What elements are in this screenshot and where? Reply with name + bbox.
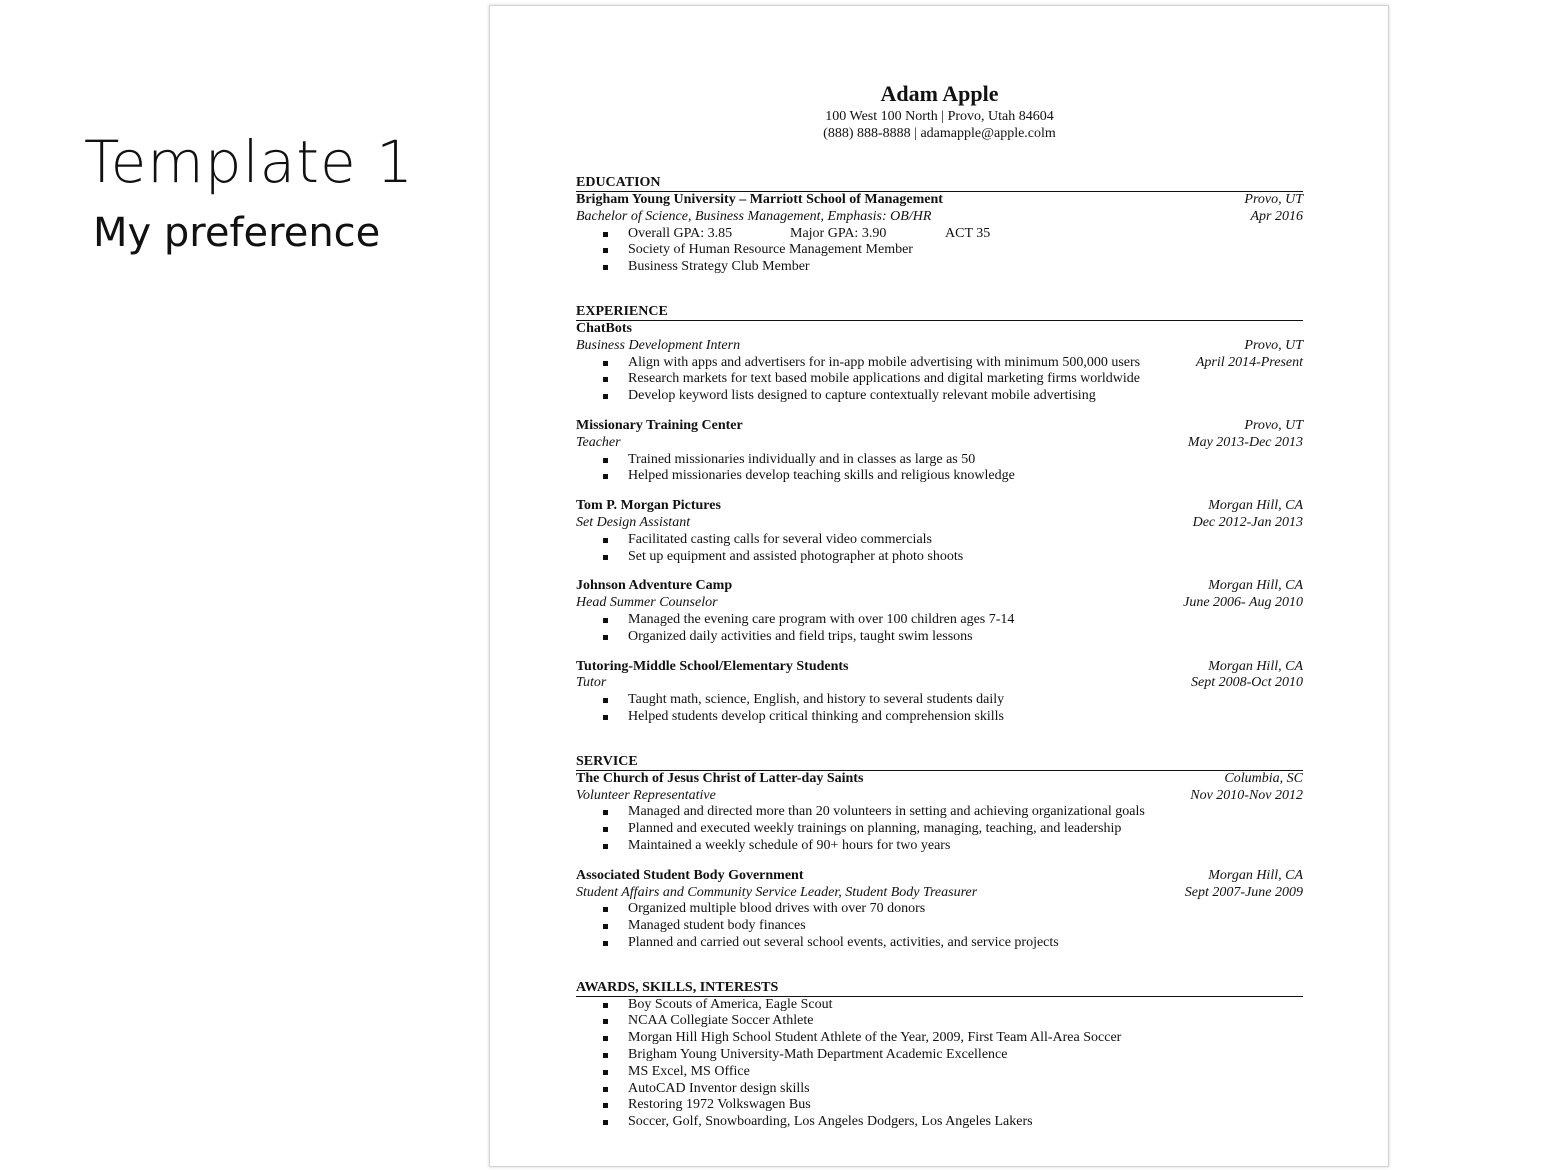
list-item: Society of Human Resource Management Member bbox=[576, 242, 1303, 259]
job-dates: April 2014-Present bbox=[1195, 354, 1303, 370]
resume-name: Adam Apple bbox=[880, 81, 999, 106]
org-name: Tutoring-Middle School/Elementary Students bbox=[576, 658, 849, 674]
list-item: Business Strategy Club Member bbox=[576, 259, 1303, 276]
job-dates: May 2013-Dec 2013 bbox=[1187, 434, 1303, 450]
job-entry bbox=[576, 418, 1303, 485]
job-dates: Dec 2012-Jan 2013 bbox=[1192, 514, 1303, 530]
list-item: Helped students develop critical thinking and comprehension skills bbox=[576, 709, 1303, 726]
job-bullets bbox=[576, 452, 1303, 486]
service-role: Student Affairs and Community Service Leader, Student Body Treasurer bbox=[576, 884, 978, 900]
section-heading: SERVICE bbox=[576, 754, 1303, 771]
job-role: Business Development Intern bbox=[576, 337, 741, 353]
section-heading: EXPERIENCE bbox=[576, 304, 1303, 321]
job-entry bbox=[576, 659, 1303, 726]
list-item: MS Excel, MS Office bbox=[576, 1064, 1303, 1081]
act-score: ACT 35 bbox=[945, 225, 991, 241]
list-item: Morgan Hill High School Student Athlete of the Year, 2009, First Team All-Area Soccer bbox=[576, 1030, 1303, 1047]
job-bullets bbox=[576, 692, 1303, 726]
list-item: Taught math, science, English, and history to several students daily bbox=[576, 692, 1303, 709]
service-location: Columbia, SC bbox=[1224, 770, 1303, 786]
education-section bbox=[576, 175, 1303, 276]
list-item: Planned and executed weekly trainings on planning, managing, teaching, and leadership bbox=[576, 821, 1303, 838]
job-role: Tutor bbox=[576, 675, 607, 691]
job-location: Provo, UT bbox=[1244, 337, 1303, 353]
job-dates: June 2006- Aug 2010 bbox=[1183, 595, 1303, 611]
job-role: Teacher bbox=[576, 434, 621, 450]
resume-body bbox=[576, 80, 1303, 1131]
list-item: AutoCAD Inventor design skills bbox=[576, 1081, 1303, 1098]
org-name: Associated Student Body Government bbox=[576, 867, 804, 883]
list-item: NCAA Collegiate Soccer Athlete bbox=[576, 1013, 1303, 1030]
service-bullets bbox=[576, 804, 1303, 854]
awards-list bbox=[576, 997, 1303, 1131]
job-location: Morgan Hill, CA bbox=[1208, 498, 1303, 514]
major-gpa: Major GPA: 3.90 bbox=[790, 225, 887, 241]
degree: Bachelor of Science, Business Management, Emphasis: OB/HR bbox=[576, 208, 932, 224]
job-bullets bbox=[576, 532, 1303, 566]
job-location: Morgan Hill, CA bbox=[1208, 658, 1303, 674]
job-bullets bbox=[576, 612, 1303, 646]
resume-contact: (888) 888-8888 | adamapple@apple.colm bbox=[823, 126, 1056, 141]
list-item: Brigham Young University-Math Department Academic Excellence bbox=[576, 1047, 1303, 1064]
job-entry bbox=[576, 498, 1303, 565]
list-item: Soccer, Golf, Snowboarding, Los Angeles Dodgers, Los Angeles Lakers bbox=[576, 1114, 1303, 1131]
section-heading: AWARDS, SKILLS, INTERESTS bbox=[576, 980, 1303, 997]
service-dates: Sept 2007-June 2009 bbox=[1184, 884, 1303, 900]
job-location: Provo, UT bbox=[1244, 417, 1303, 433]
list-item: Planned and carried out several school events, activities, and service projects bbox=[576, 935, 1303, 952]
slide-title: Template 1 bbox=[84, 128, 414, 196]
org-name: The Church of Jesus Christ of Latter-day Saints bbox=[576, 770, 864, 786]
org-name: Missionary Training Center bbox=[576, 417, 743, 433]
list-item: Organized daily activities and field trips, taught swim lessons bbox=[576, 629, 1303, 646]
job-entry bbox=[576, 321, 1303, 405]
job-location: Morgan Hill, CA bbox=[1208, 578, 1303, 594]
org-name: Johnson Adventure Camp bbox=[576, 578, 733, 594]
graduation-date: Apr 2016 bbox=[1250, 208, 1303, 224]
school-name: Brigham Young University – Marriott School of Management bbox=[576, 192, 943, 207]
gpa-item bbox=[576, 226, 1303, 243]
org-name: Tom P. Morgan Pictures bbox=[576, 498, 721, 514]
list-item: Boy Scouts of America, Eagle Scout bbox=[576, 997, 1303, 1014]
list-item: Restoring 1972 Volkswagen Bus bbox=[576, 1097, 1303, 1114]
bullet-text: Align with apps and advertisers for in-app mobile advertising with minimum 500,000 users bbox=[628, 354, 1141, 370]
service-role: Volunteer Representative bbox=[576, 787, 716, 803]
section-heading: EDUCATION bbox=[576, 175, 1303, 192]
list-item: Set up equipment and assisted photographer at photo shoots bbox=[576, 549, 1303, 566]
resume-address: 100 West 100 North | Provo, Utah 84604 bbox=[825, 109, 1054, 124]
list-item: Helped missionaries develop teaching skills and religious knowledge bbox=[576, 468, 1303, 485]
overall-gpa: Overall GPA: 3.85 bbox=[628, 225, 733, 241]
job-role: Set Design Assistant bbox=[576, 514, 691, 530]
service-section bbox=[576, 754, 1303, 952]
school-location: Provo, UT bbox=[1244, 192, 1303, 207]
service-dates: Nov 2010-Nov 2012 bbox=[1190, 787, 1303, 803]
list-item: Maintained a weekly schedule of 90+ hours for two years bbox=[576, 838, 1303, 855]
list-item: Trained missionaries individually and in classes as large as 50 bbox=[576, 452, 1303, 469]
service-entry bbox=[576, 868, 1303, 952]
experience-section bbox=[576, 304, 1303, 726]
list-item bbox=[576, 355, 1303, 372]
resume-page bbox=[489, 5, 1389, 1167]
list-item: Managed and directed more than 20 volunteers in setting and achieving organizational goals bbox=[576, 804, 1303, 821]
org-name: ChatBots bbox=[576, 320, 633, 336]
awards-section bbox=[576, 980, 1303, 1131]
list-item: Managed the evening care program with over 100 children ages 7-14 bbox=[576, 612, 1303, 629]
job-dates: Sept 2008-Oct 2010 bbox=[1191, 675, 1303, 691]
list-item: Managed student body finances bbox=[576, 918, 1303, 935]
list-item: Research markets for text based mobile applications and digital marketing firms worldwide bbox=[576, 371, 1303, 388]
job-entry bbox=[576, 578, 1303, 645]
education-list bbox=[576, 226, 1303, 276]
list-item: Develop keyword lists designed to capture contextually relevant mobile advertising bbox=[576, 388, 1303, 405]
service-entry bbox=[576, 771, 1303, 855]
job-role: Head Summer Counselor bbox=[576, 595, 718, 611]
service-bullets bbox=[576, 901, 1303, 951]
list-item: Organized multiple blood drives with over 70 donors bbox=[576, 901, 1303, 918]
slide-subtitle: My preference bbox=[93, 210, 381, 256]
service-location: Morgan Hill, CA bbox=[1208, 867, 1303, 883]
list-item: Facilitated casting calls for several video commercials bbox=[576, 532, 1303, 549]
job-bullets bbox=[576, 355, 1303, 405]
